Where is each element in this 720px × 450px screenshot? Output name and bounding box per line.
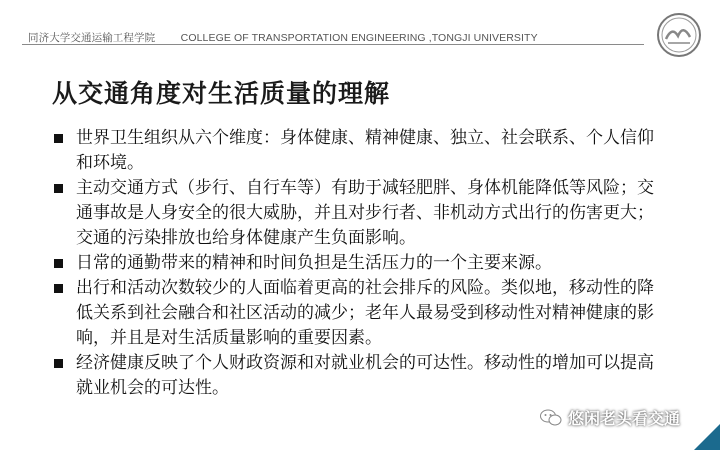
bullet-item	[52, 176, 662, 251]
bullet-item	[52, 126, 662, 176]
slide-title: 从交通角度对生活质量的理解	[52, 79, 391, 108]
university-logo-icon	[656, 12, 702, 58]
bullet-marker-icon	[54, 184, 63, 193]
watermark	[540, 406, 680, 429]
bullet-marker-icon	[54, 284, 63, 293]
school-name-en: COLLEGE OF TRANSPORTATION ENGINEERING ,TONGJI UNIVERSITY	[180, 32, 538, 44]
bullet-list	[52, 126, 662, 401]
bullet-text: 主动交通方式（步行、自行车等）有助于减轻肥胖、身体机能降低等风险；交通事故是人身安全的很大威胁，并且对步行者、非机动方式出行的伤害更大；交通的污染排放也给身体健康产生负面影响。	[76, 178, 654, 248]
header-divider	[22, 44, 644, 45]
watermark-text: 悠闲老头看交通	[568, 409, 681, 428]
corner-decoration	[694, 424, 720, 450]
school-name-cn: 同济大学交通运输工程学院	[28, 32, 156, 44]
wechat-icon	[540, 409, 562, 427]
bullet-item	[52, 351, 662, 401]
header-text	[28, 30, 538, 45]
bullet-text: 出行和活动次数较少的人面临着更高的社会排斥的风险。类似地，移动性的降低关系到社会融合和社区活动的减少；老年人最易受到移动性对精神健康的影响，并且是对生活质量影响的重要因素。	[76, 278, 654, 348]
bullet-marker-icon	[54, 134, 63, 143]
bullet-marker-icon	[54, 259, 63, 268]
bullet-text: 日常的通勤带来的精神和时间负担是生活压力的一个主要来源。	[76, 253, 552, 273]
slide-header	[0, 0, 720, 55]
bullet-item	[52, 251, 662, 276]
bullet-text: 世界卫生组织从六个维度：身体健康、精神健康、独立、社会联系、个人信仰和环境。	[76, 128, 654, 173]
bullet-item	[52, 276, 662, 351]
bullet-marker-icon	[54, 359, 63, 368]
bullet-text: 经济健康反映了个人财政资源和对就业机会的可达性。移动性的增加可以提高就业机会的可达性。	[76, 353, 654, 398]
